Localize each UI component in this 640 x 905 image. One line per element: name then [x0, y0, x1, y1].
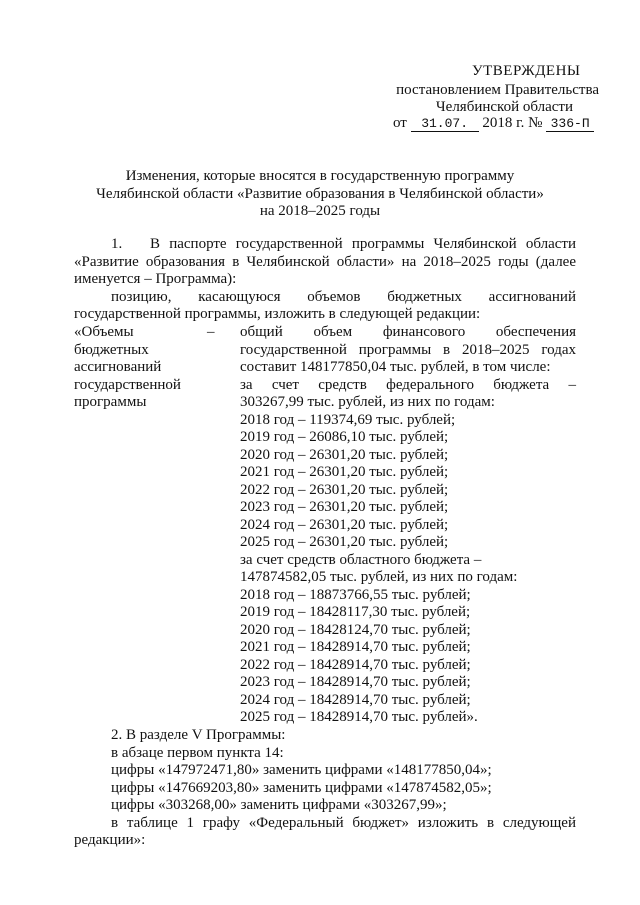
para1-line4: позицию, касающуюся объемов бюджетных ассигнований [111, 289, 576, 305]
table-dash: – [207, 324, 215, 340]
title-line-3: на 2018–2025 годы [259, 203, 381, 219]
approval-prefix: от [393, 115, 407, 131]
table-left-4: государственной [74, 377, 181, 393]
table-right-19: 2021 год – 18428914,70 тыс. рублей; [240, 639, 471, 655]
approval-line2: Челябинской области [435, 99, 573, 115]
table-right-4: за счет средств федерального бюджета – [240, 377, 576, 393]
table-left-5: программы [74, 394, 147, 410]
approval-line1: постановлением Правительства [396, 82, 599, 98]
table-right-8: 2020 год – 26301,20 тыс. рублей; [240, 447, 449, 463]
para2-line2: в абзаце первом пункта 14: [111, 745, 284, 761]
table-right-5: 303267,99 тыс. рублей, из них по годам: [240, 394, 495, 410]
table-right-21: 2023 год – 18428914,70 тыс. рублей; [240, 674, 471, 690]
para2-line6: в таблице 1 графу «Федеральный бюджет» изложить в следующей [111, 815, 576, 831]
table-right-22: 2024 год – 18428914,70 тыс. рублей; [240, 692, 471, 708]
table-right-9: 2021 год – 26301,20 тыс. рублей; [240, 464, 449, 480]
approval-number: 336-П [546, 116, 594, 132]
table-right-3: составит 148177850,04 тыс. рублей, в том числе: [240, 359, 551, 375]
table-right-16: 2018 год – 18873766,55 тыс. рублей; [240, 587, 471, 603]
table-left-2: бюджетных [74, 342, 149, 358]
table-right-1: общий объем финансового обеспечения [240, 324, 576, 340]
para2-line3: цифры «147972471,80» заменить цифрами «148177850,04»; [111, 762, 492, 778]
approval-date: 31.07. [411, 116, 479, 132]
approval-year: 2018 г. № [482, 115, 543, 131]
para1-number: 1. [111, 236, 123, 252]
para1-line2: «Развитие образования в Челябинской области» на 2018–2025 годы (далее [74, 254, 576, 270]
para2-line7: редакции»: [74, 832, 146, 848]
table-right-23: 2025 год – 18428914,70 тыс. рублей». [240, 709, 478, 725]
table-right-6: 2018 год – 119374,69 тыс. рублей; [240, 412, 456, 428]
table-right-11: 2023 год – 26301,20 тыс. рублей; [240, 499, 449, 515]
title-line-2: Челябинской области «Развитие образования в Челябинской области» [96, 186, 544, 202]
table-right-13: 2025 год – 26301,20 тыс. рублей; [240, 534, 449, 550]
table-right-7: 2019 год – 26086,10 тыс. рублей; [240, 429, 449, 445]
table-right-2: государственной программы в 2018–2025 годах [240, 342, 576, 358]
table-right-15: 147874582,05 тыс. рублей, из них по годам: [240, 569, 518, 585]
para2-line1: 2. В разделе V Программы: [111, 727, 286, 743]
para1-line5: государственной программы, изложить в следующей редакции: [74, 306, 481, 322]
table-right-17: 2019 год – 18428117,30 тыс. рублей; [240, 604, 471, 620]
title-line-1: Изменения, которые вносятся в государственную программу [125, 168, 515, 184]
para1-line3: именуется – Программа): [74, 271, 237, 287]
approval-date-line [393, 115, 594, 132]
table-left-1: «Объемы [74, 324, 134, 340]
table-right-14: за счет средств областного бюджета – [240, 552, 482, 568]
para2-line5: цифры «303268,00» заменить цифрами «303267,99»; [111, 797, 447, 813]
table-right-20: 2022 год – 18428914,70 тыс. рублей; [240, 657, 471, 673]
para2-line4: цифры «147669203,80» заменить цифрами «147874582,05»; [111, 780, 492, 796]
table-right-10: 2022 год – 26301,20 тыс. рублей; [240, 482, 449, 498]
table-left-3: ассигнований [74, 359, 162, 375]
para1-line1: В паспорте государственной программы Челябинской области [150, 236, 576, 252]
approval-heading: УТВЕРЖДЕНЫ [472, 63, 581, 79]
table-right-12: 2024 год – 26301,20 тыс. рублей; [240, 517, 449, 533]
table-right-18: 2020 год – 18428124,70 тыс. рублей; [240, 622, 471, 638]
